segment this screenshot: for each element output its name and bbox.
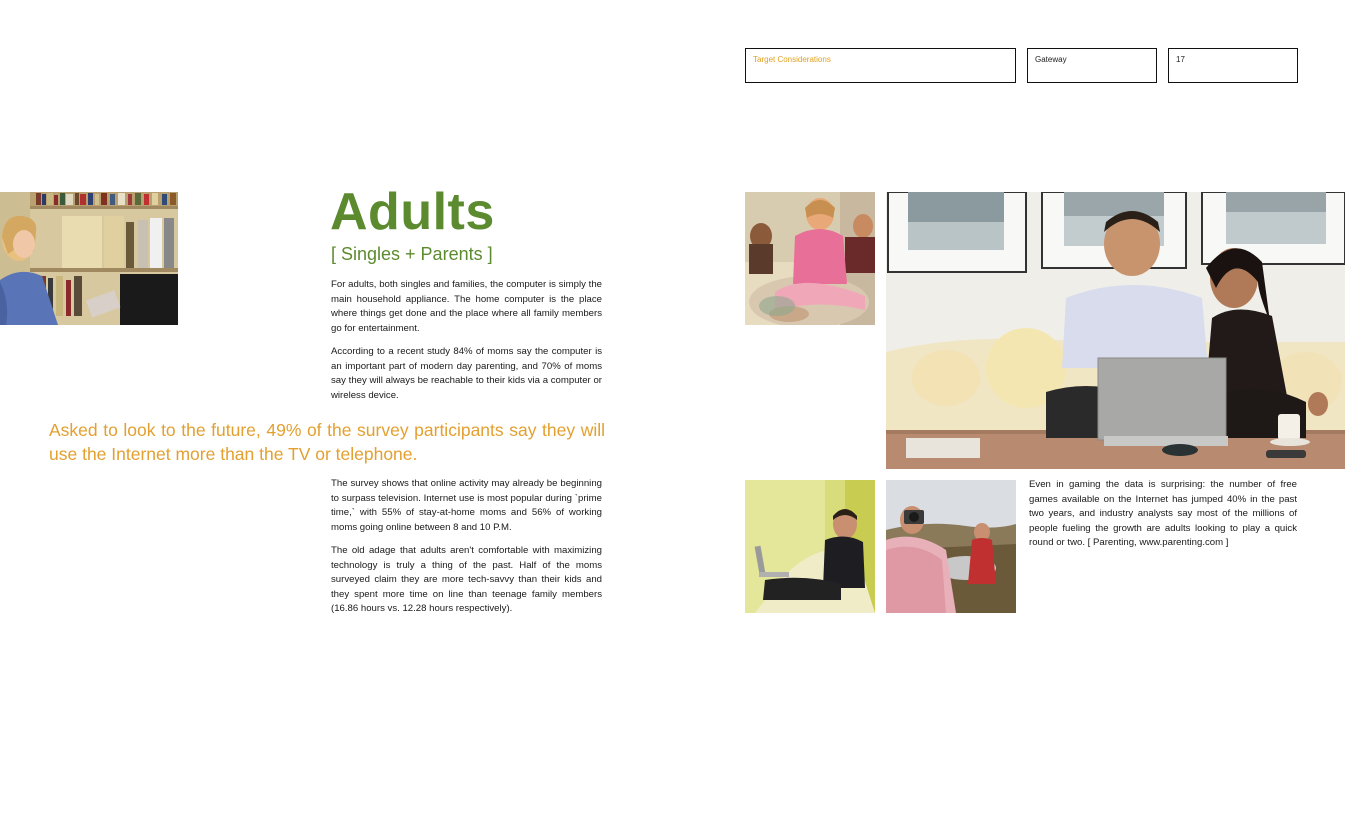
page-number: 17 <box>1176 55 1185 64</box>
header-page-box <box>1168 48 1298 83</box>
man-laptop-sofa-photo <box>745 480 875 613</box>
header-section-label: Target Considerations <box>753 55 831 64</box>
header-section-box <box>745 48 1016 83</box>
header-client-box <box>1027 48 1157 83</box>
child-sitting-photo <box>745 192 875 325</box>
pull-quote: Asked to look to the future, 49% of the survey participants say they will use the Internet more than the TV or telephone. <box>49 420 605 464</box>
header-client-label: Gateway <box>1035 55 1067 64</box>
body-paragraph: According to a recent study 84% of moms say the computer is an important part of modern day parenting, and 70% of moms say they will always be reachable to their kids via a computer or wireless device. <box>331 346 602 401</box>
body-paragraph: For adults, both singles and families, the computer is simply the main household appliance. The home computer is the place where things get done and the place where all family members go for entertainment. <box>331 279 602 334</box>
body-paragraph: The survey shows that online activity may already be beginning to surpass television. Internet use is most popular during `prime time,` with 55% of stay-at-home moms and 56% of working moms going online between 8 and 10 P.M. <box>331 478 602 533</box>
couple-laptop-photo <box>886 192 1345 469</box>
page-title: Adults <box>330 183 495 241</box>
woman-reading-photo <box>0 192 178 325</box>
page-subtitle: [ Singles + Parents ] <box>331 244 493 264</box>
photographer-outdoors-photo <box>886 480 1016 613</box>
gaming-paragraph: Even in gaming the data is surprising: the number of free games available on the Internet has jumped 40% in the past two years, and industry analysts say most of the millions of people fueling the growth are adults looking to play a quick round or two. [ Parenting, www.parenting.com ] <box>1029 479 1297 549</box>
body-paragraph: The old adage that adults aren't comfortable with maximizing technology is truly a thing of the past. Half of the moms surveyed claim they are more tech-savvy than their kids and they spent more time on line than teenage family members (16.86 hours vs. 12.28 hours respectively). <box>331 545 602 615</box>
